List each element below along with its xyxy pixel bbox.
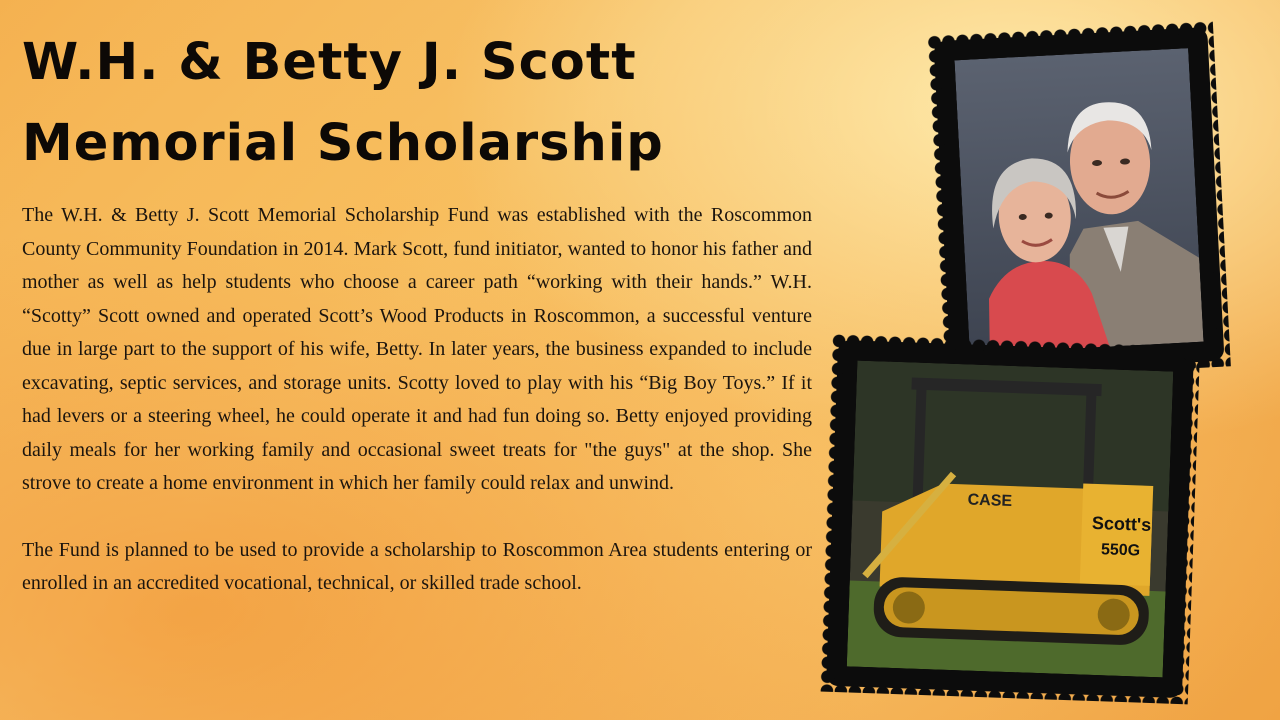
couple-photo: [954, 48, 1203, 354]
couple-photo-frame: [940, 33, 1218, 368]
title-line-2: Memorial Scholarship: [22, 114, 664, 173]
couple-portrait-image: [954, 48, 1203, 354]
bulldozer-photo: [847, 361, 1173, 678]
dozer-sign-text: Scott's: [1091, 512, 1152, 535]
description: [22, 199, 812, 601]
dozer-model-text: 550G: [1100, 541, 1141, 560]
dozer-brand-text: CASE: [967, 491, 1013, 511]
paragraph-history: The W.H. & Betty J. Scott Memorial Scholarship Fund was established with the Roscommon County Community Foundation in 2014. Mark Scott, fund initiator, wanted to honor his father and mother as well as help students who choose a career path “working with their hands.” W.H. “Scotty” Scott owned and operated Scott’s Wood Products in Roscommon, a successful venture due in large part to the support of his wife, Betty. In later years, the business expanded to include excavating, septic services, and storage units. Scotty loved to play with his “Big Boy Toys.” If it had levers or a steering wheel, he could operate it and had fun doing so. Betty enjoyed providing daily meals for her working family and occasional sweet treats for "the guys" at the shop. She strove to create a home environment in which her family could relax and unwind.: [22, 204, 812, 494]
bulldozer-image: [847, 361, 1173, 678]
page-title: [22, 22, 702, 184]
title-line-1: W.H. & Betty J. Scott: [22, 33, 637, 92]
bulldozer-photo-frame: [832, 346, 1187, 692]
paragraph-purpose: The Fund is planned to be used to provide a scholarship to Roscommon Area students entering or enrolled in an accredited vocational, technical, or skilled trade school.: [22, 538, 812, 594]
